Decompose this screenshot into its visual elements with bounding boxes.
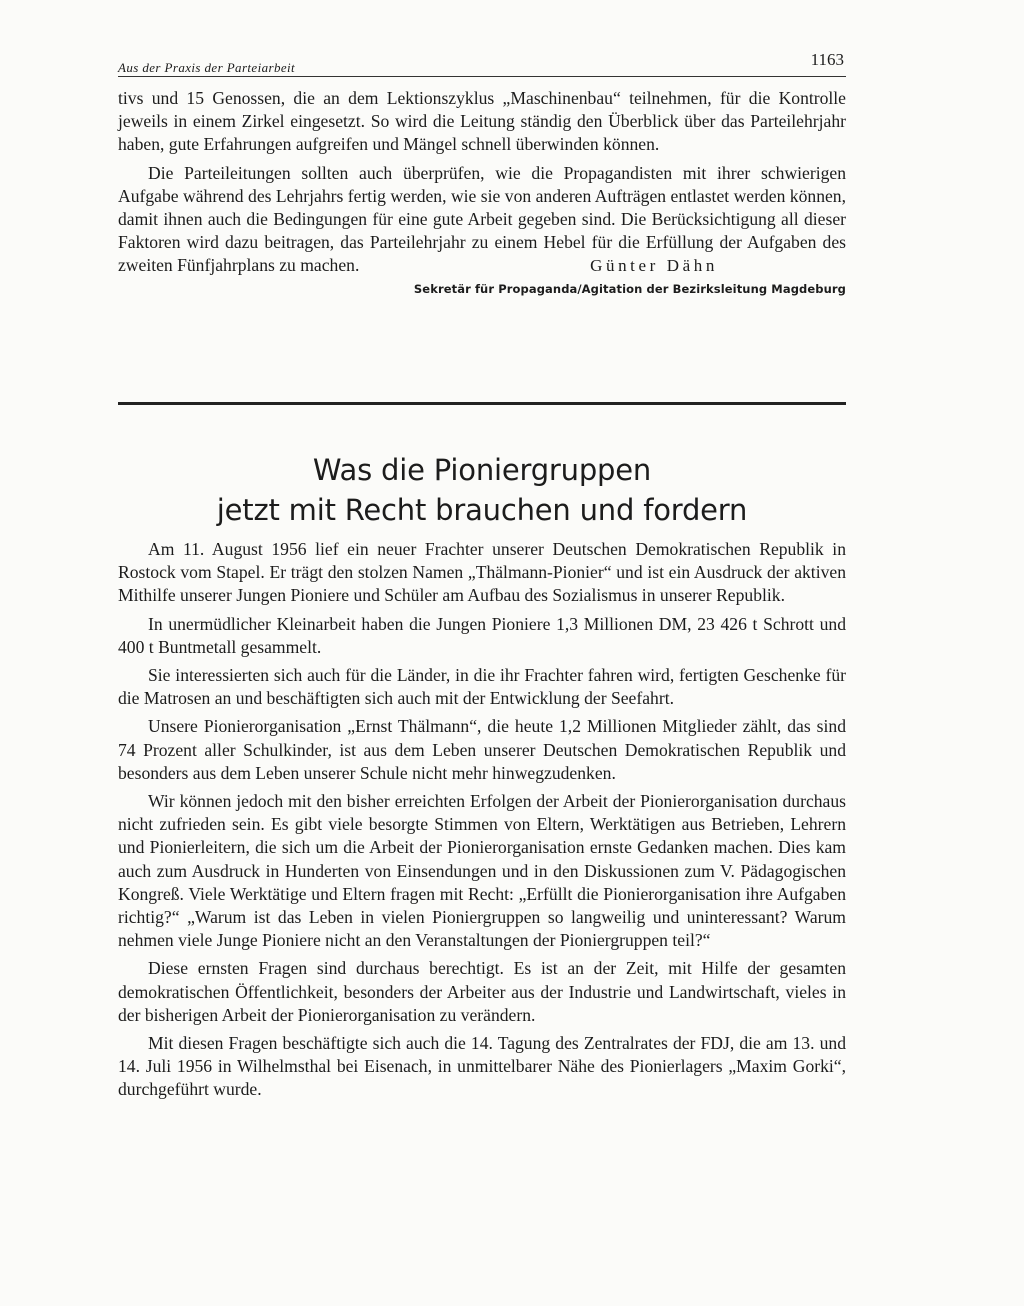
previous-article-text — [118, 87, 846, 278]
page-number: 1163 — [810, 50, 844, 69]
paragraph: Unsere Pionierorganisation „Ernst Thälmann“, die heute 1,2 Millionen Mitglieder zählt, das sind 74 Prozent aller Schulkinder, ist aus dem Leben unserer Deutschen Demokratischen Republik und besonders aus dem Leben unserer Schule nicht mehr hinwegzudenken. — [118, 716, 846, 783]
author-role: Sekretär für Propaganda/Agitation der Bezirksleitung Magdeburg — [413, 281, 846, 296]
article-title-line: jetzt mit Recht brauchen und fordern — [216, 493, 748, 527]
running-header — [118, 44, 846, 77]
author-name: Günter Dähn — [590, 255, 718, 275]
page-content — [118, 44, 846, 296]
paragraph: In unermüdlicher Kleinarbeit haben die Jungen Pioniere 1,3 Millionen DM, 23 426 t Schrott und 400 t Buntmetall gesammelt. — [118, 613, 846, 657]
article-body — [118, 538, 846, 1102]
paragraph: Die Parteileitungen sollten auch überprüfen, wie die Propagandisten mit ihrer schwierigen Aufgabe während des Lehrjahrs fertig werden, wie sie von anderen Aufträgen entlastet werden können, damit ihnen auch die Bedingungen für eine gute Arbeit gegeben sind. Die Berücksichtigung all dieser Faktoren wird dazu beitragen, das Parteilehrjahr zu einem Hebel für die Erfüllung der Aufgaben des zweiten Fünfjahrplans zu machen. — [118, 162, 846, 276]
article-title-line: Was die Pioniergruppen — [312, 453, 652, 487]
running-header-section: Aus der Praxis der Parteiarbeit — [118, 60, 296, 75]
paragraph: Diese ernsten Fragen sind durchaus berechtigt. Es ist an der Zeit, mit Hilfe der gesamten demokratischen Öffentlichkeit, besonders der Arbeiter aus der Industrie und Landwirtschaft, vieles in der bisherigen Arbeit der Pionierorganisation zu verändern. — [118, 958, 846, 1025]
paragraph: tivs und 15 Genossen, die an dem Lektionszyklus „Maschinenbau“ teilnehmen, für die Kontrolle jeweils in einem Zirkel eingesetzt. So wird die Leitung ständig den Überblick über das Parteilehrjahr haben, gute Erfahrungen aufgreifen und Mängel schnell überwinden können. — [118, 88, 846, 155]
paragraph: Sie interessierten sich auch für die Länder, in die ihr Frachter fahren wird, fertigten Geschenke für die Matrosen an und beschäftigten sich auch mit der Entwicklung der Seefahrt. — [118, 665, 846, 709]
paragraph: Mit diesen Fragen beschäftigte sich auch die 14. Tagung des Zentralrates der FDJ, die am 13. und 14. Juli 1956 in Wilhelmsthal bei Eisenach, in unmittelbarer Nähe des Pionierlagers „Maxim Gorki“, durchgeführt wurde. — [118, 1033, 846, 1100]
article-title — [118, 450, 846, 530]
paragraph: Wir können jedoch mit den bisher erreichten Erfolgen der Arbeit der Pionierorganisation durchaus nicht zufrieden sein. Es gibt viele besorgte Stimmen von Eltern, Werktätigen aus Betrieben, Lehrern und Pionierleitern, die sich um die Arbeit der Pionierorganisation ernste Gedanken machen. Dies kam auch zum Ausdruck in Hunderten von Einsendungen und in den Diskussionen zum V. Pädagogischen Kongreß. Viele Werktätige und Eltern fragen mit Recht: „Erfüllt die Pionierorganisation ihre Aufgaben richtig?“ „Warum ist das Leben in vielen Pioniergruppen so langweilig und uninteressant? Warum nehmen viele Junge Pioniere nicht an den Veranstaltungen der Pioniergruppen teil?“ — [118, 791, 846, 951]
paragraph: Am 11. August 1956 lief ein neuer Frachter unserer Deutschen Demokratischen Republik in Rostock vom Stapel. Er trägt den stolzen Namen „Thälmann-Pionier“ und ist ein Ausdruck der aktiven Mithilfe unserer Jungen Pioniere und Schüler am Aufbau des Sozialismus in unserer Republik. — [118, 539, 846, 606]
section-divider — [118, 402, 846, 405]
